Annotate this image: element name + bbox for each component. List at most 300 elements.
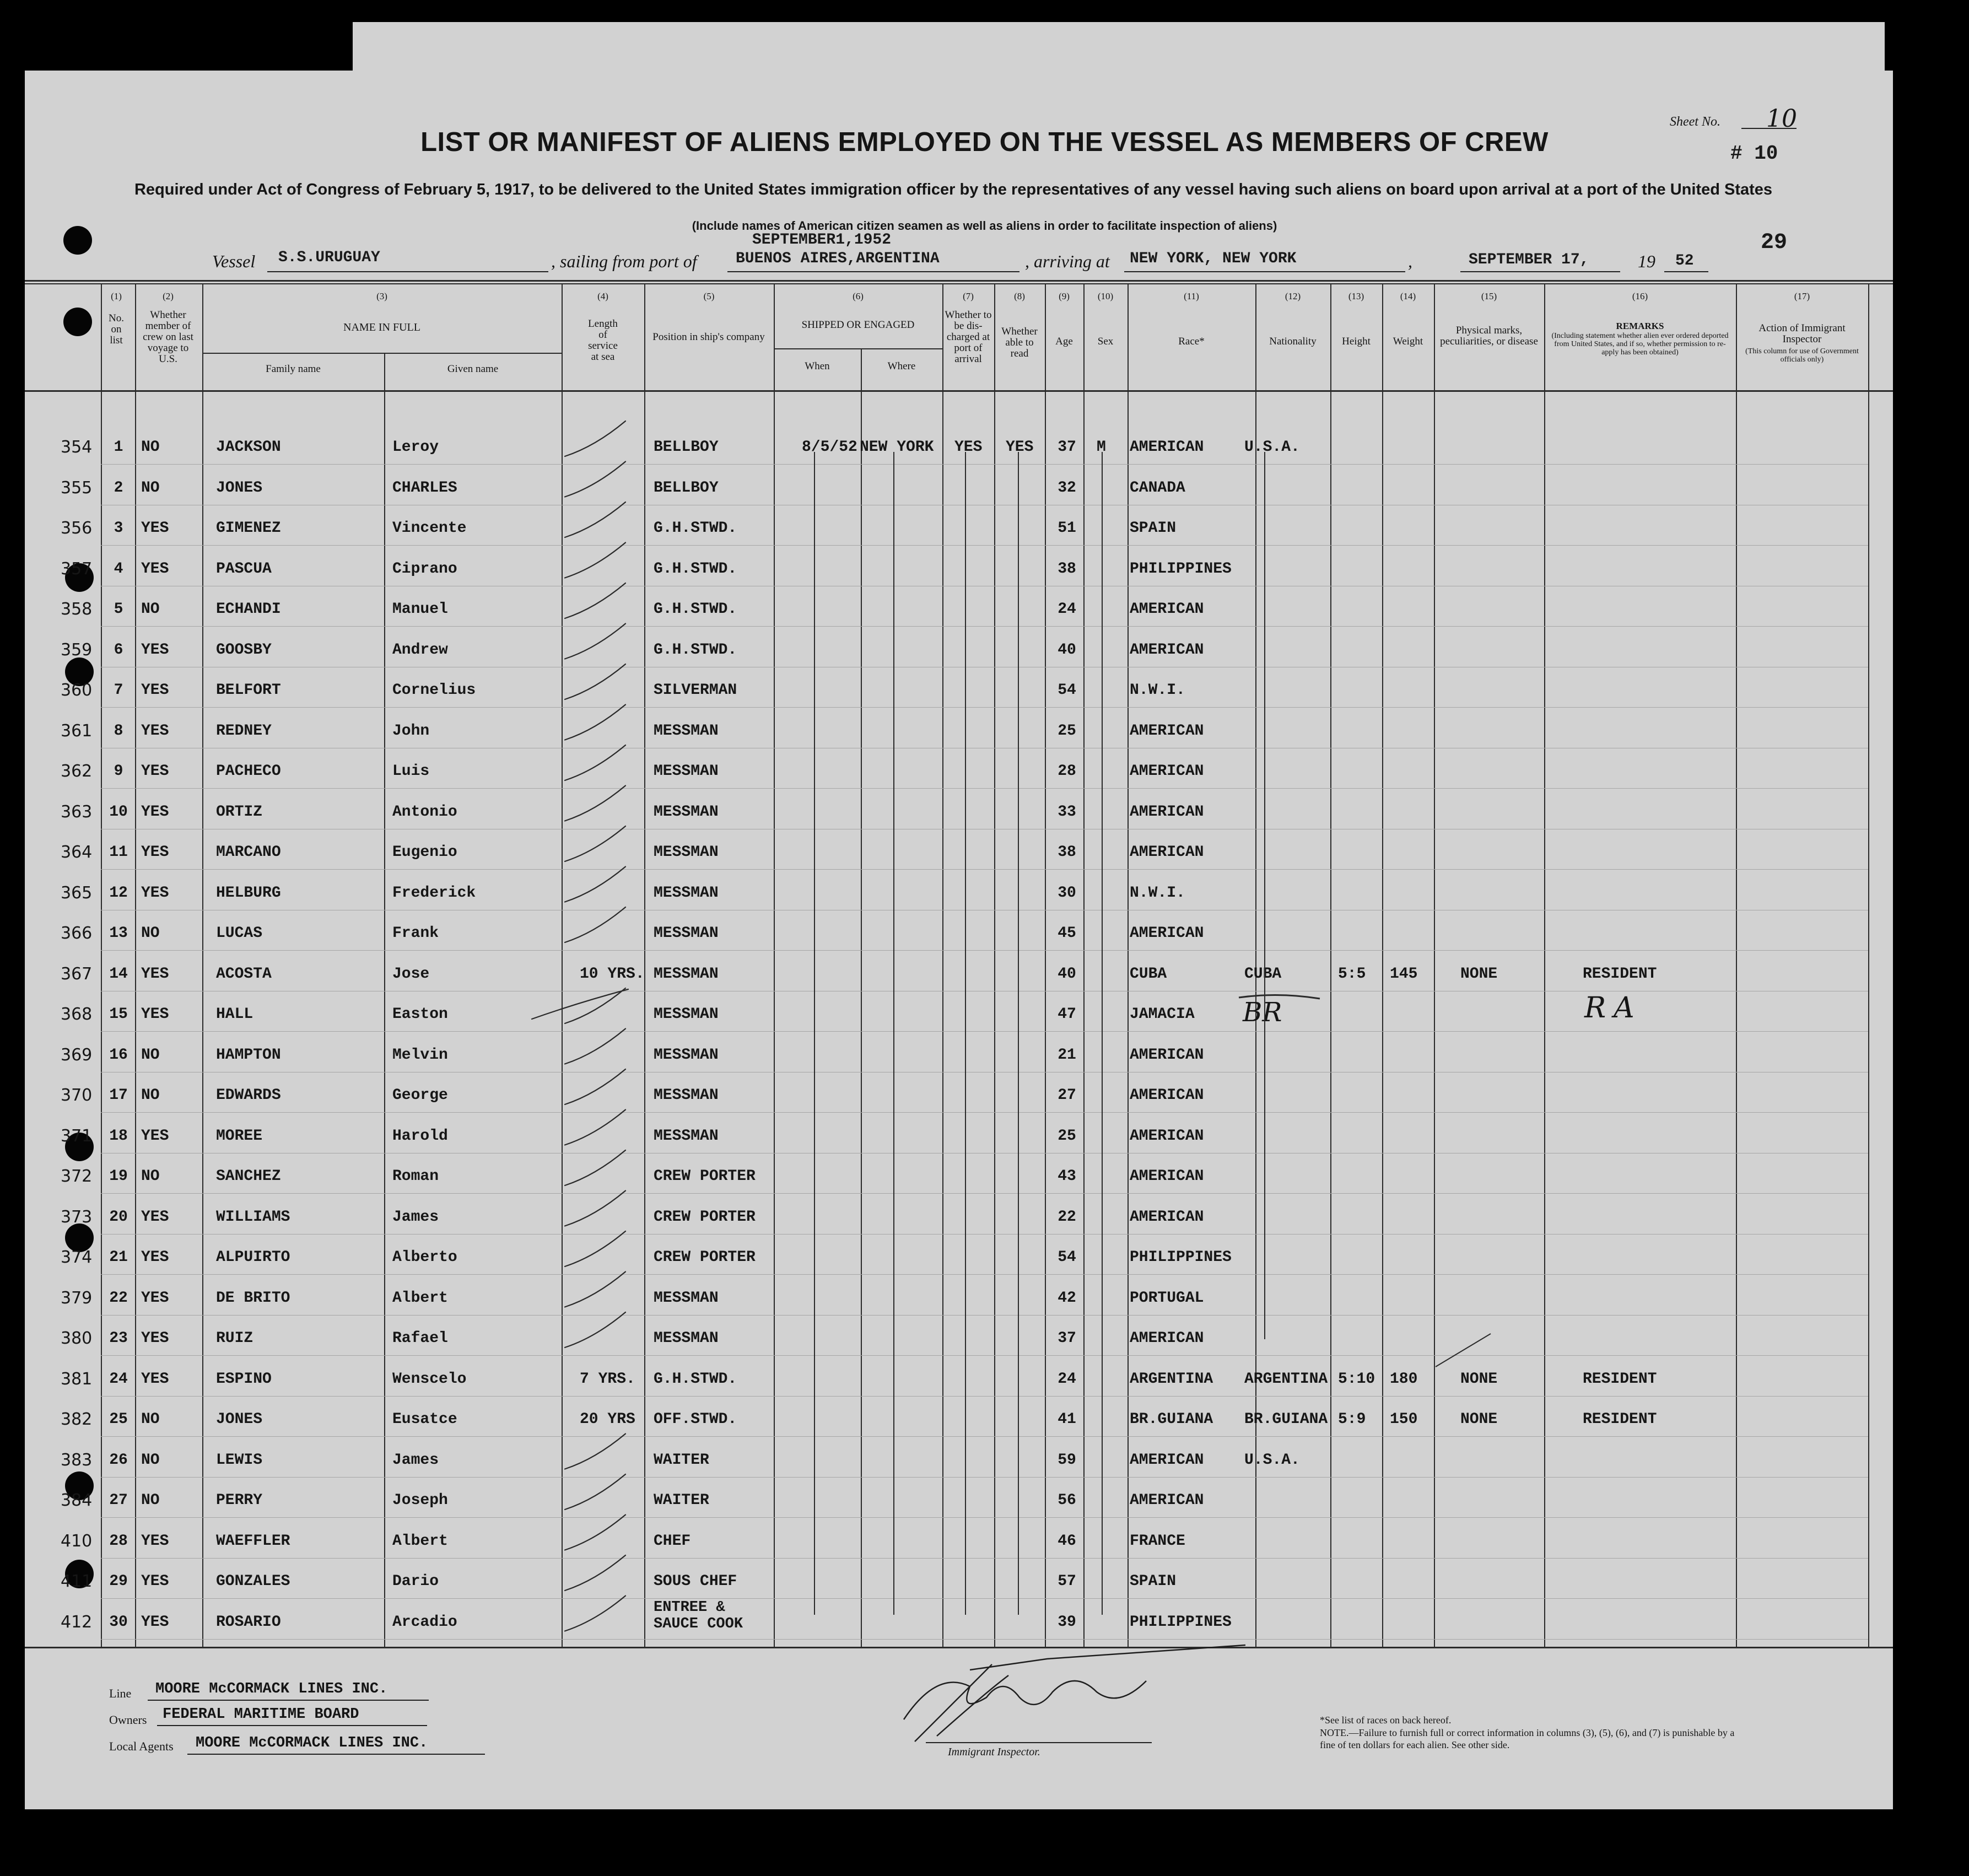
cell-no: 11 xyxy=(109,844,128,861)
cell-age: 46 xyxy=(1058,1532,1076,1550)
cell-no: 9 xyxy=(114,763,123,780)
cell-position: CREW PORTER xyxy=(654,1249,756,1266)
cell-given: Albert xyxy=(392,1289,448,1307)
cell-no: 27 xyxy=(109,1492,128,1509)
cell-family: MARCANO xyxy=(216,844,281,861)
penalty-note: NOTE.—Failure to furnish full or correct information in columns (3), (5), (6), and (7) is punishable by a fine of ten dollars for each alien. See other side. xyxy=(1320,1727,1735,1750)
col-head-14: Weight xyxy=(1393,336,1423,347)
col-num-8: (8) xyxy=(1014,291,1025,301)
margin-index: 354 xyxy=(61,438,93,457)
col-num-5: (5) xyxy=(703,291,715,301)
service-tick xyxy=(565,867,625,902)
cell-family: BELFORT xyxy=(216,682,281,699)
cell-nationality: BR.GUIANA xyxy=(1244,1411,1328,1428)
col-num-12: (12) xyxy=(1285,291,1301,301)
sheet-mark: # 10 xyxy=(1730,142,1778,165)
footer-owners-label: Owners xyxy=(109,1713,147,1727)
col-num-16: (16) xyxy=(1632,291,1648,301)
cell-age: 24 xyxy=(1058,601,1076,618)
margin-index: 380 xyxy=(61,1329,93,1348)
cell-race: AMERICAN xyxy=(1130,1330,1204,1347)
service-tick xyxy=(565,1191,625,1226)
cell-remarks: RESIDENT xyxy=(1583,1411,1657,1428)
margin-index: 411 xyxy=(61,1572,93,1591)
cell-no: 25 xyxy=(109,1411,128,1428)
cell-given: James xyxy=(392,1451,439,1469)
cell-crew: YES xyxy=(141,965,169,983)
cell-age: 40 xyxy=(1058,965,1076,983)
cell-race: AMERICAN xyxy=(1130,1087,1204,1104)
cell-crew: NO xyxy=(141,439,160,456)
cell-race: AMERICAN xyxy=(1130,1451,1204,1469)
cell-given: Eusatce xyxy=(392,1411,457,1428)
cell-no: 10 xyxy=(109,803,128,821)
cell-crew: YES xyxy=(141,1532,169,1550)
col-num-4: (4) xyxy=(597,291,608,301)
service-tick xyxy=(565,462,625,497)
col-head-16: REMARKS xyxy=(1616,321,1664,331)
service-tick xyxy=(565,1150,625,1185)
cell-crew: YES xyxy=(141,641,169,659)
cell-crew: YES xyxy=(141,1127,169,1145)
margin-index: 371 xyxy=(61,1126,93,1146)
cell-crew: YES xyxy=(141,1573,169,1590)
ditto-hook xyxy=(1436,1334,1491,1367)
arriving-port: NEW YORK, NEW YORK xyxy=(1130,250,1297,267)
cell-race: BR.GUIANA xyxy=(1130,1411,1213,1428)
cell-no: 19 xyxy=(109,1168,128,1185)
cell-no: 4 xyxy=(114,560,123,578)
cell-family: ECHANDI xyxy=(216,601,281,618)
col-head-10: Sex xyxy=(1097,336,1114,347)
vessel-value: S.S.URUGUAY xyxy=(278,249,380,266)
cell-position: MESSMAN xyxy=(654,1127,719,1145)
service-tick xyxy=(565,543,625,578)
cell-family: REDNEY xyxy=(216,722,272,740)
cell-family: HALL xyxy=(216,1006,253,1023)
cell-given: John xyxy=(392,722,430,740)
cell-family: ESPINO xyxy=(216,1370,272,1388)
cell-position: MESSMAN xyxy=(654,722,719,740)
cell-weight: 180 xyxy=(1390,1370,1418,1388)
margin-index: 365 xyxy=(61,883,93,903)
cell-position: MESSMAN xyxy=(654,1006,719,1023)
col-head-when: When xyxy=(805,360,830,372)
col-head-given: Given name xyxy=(447,363,499,375)
cell-family: WILLIAMS xyxy=(216,1208,290,1226)
cell-age: 59 xyxy=(1058,1451,1076,1469)
cell-age: 51 xyxy=(1058,520,1076,537)
cell-no: 18 xyxy=(109,1127,128,1145)
cell-discharged: YES xyxy=(954,439,983,456)
cell-age: 22 xyxy=(1058,1208,1076,1226)
cell-position: G.H.STWD. xyxy=(654,520,737,537)
cell-family: JONES xyxy=(216,1411,263,1428)
service-tick xyxy=(565,421,625,456)
cell-race: AMERICAN xyxy=(1130,1168,1204,1185)
cell-crew: YES xyxy=(141,763,169,780)
cell-race: AMERICAN xyxy=(1130,601,1204,618)
cell-crew: YES xyxy=(141,1330,169,1347)
cell-race: SPAIN xyxy=(1130,1573,1177,1590)
comma: , xyxy=(1408,251,1412,271)
col-head-12: Nationality xyxy=(1269,336,1317,347)
cell-race: AMERICAN xyxy=(1130,925,1204,942)
cell-position: MESSMAN xyxy=(654,1087,719,1104)
cell-family: RUIZ xyxy=(216,1330,253,1347)
cell-no: 30 xyxy=(109,1613,128,1631)
col-num-15: (15) xyxy=(1481,291,1497,301)
margin-index: 368 xyxy=(61,1005,93,1024)
cell-age: 28 xyxy=(1058,763,1076,780)
cell-remarks: RA xyxy=(1584,991,1642,1025)
cell-no: 13 xyxy=(109,925,128,942)
service-tick xyxy=(565,1596,625,1631)
cell-crew: YES xyxy=(141,560,169,578)
cell-read: YES xyxy=(1006,439,1034,456)
cell-crew: NO xyxy=(141,1451,160,1469)
cell-age: 57 xyxy=(1058,1573,1076,1590)
cell-age: 54 xyxy=(1058,682,1076,699)
cell-position: BELLBOY xyxy=(654,479,719,497)
cell-service: 7 YRS. xyxy=(580,1370,635,1388)
col-head-15: Physical marks, peculiarities, or disease xyxy=(1440,325,1538,347)
cell-crew: YES xyxy=(141,884,169,902)
cell-family: DE BRITO xyxy=(216,1289,290,1307)
cell-given: Dario xyxy=(392,1573,439,1590)
cell-race: PORTUGAL xyxy=(1130,1289,1204,1307)
cell-position: MESSMAN xyxy=(654,844,719,861)
cell-position: MESSMAN xyxy=(654,1046,719,1064)
cell-family: ORTIZ xyxy=(216,803,263,821)
cell-given: Jose xyxy=(392,965,430,983)
cell-crew: NO xyxy=(141,925,160,942)
margin-index: 362 xyxy=(61,762,93,781)
cell-nationality: U.S.A. xyxy=(1244,1451,1300,1469)
cell-position: CREW PORTER xyxy=(654,1168,756,1185)
cell-age: 37 xyxy=(1058,1330,1076,1347)
cell-family: MOREE xyxy=(216,1127,263,1145)
col-head-17: Action of Immigrant Inspector xyxy=(1758,322,1846,345)
cell-crew: NO xyxy=(141,479,160,497)
margin-index: 370 xyxy=(61,1086,93,1105)
cell-crew: YES xyxy=(141,1006,169,1023)
cell-family: ROSARIO xyxy=(216,1613,281,1631)
margin-index: 374 xyxy=(61,1248,93,1267)
cell-nationality: ARGENTINA xyxy=(1244,1370,1328,1388)
margin-index: 383 xyxy=(61,1450,93,1470)
service-tick xyxy=(565,1434,625,1469)
cell-sex: M xyxy=(1097,439,1106,456)
margin-index: 361 xyxy=(61,721,93,741)
col-num-10: (10) xyxy=(1097,291,1114,301)
col-head-family: Family name xyxy=(266,363,321,375)
margin-index: 410 xyxy=(61,1531,93,1551)
service-tick xyxy=(565,1069,625,1104)
cell-family: JACKSON xyxy=(216,439,281,456)
service-tick xyxy=(565,1312,625,1347)
cell-crew: YES xyxy=(141,1249,169,1266)
cell-given: Wenscelo xyxy=(392,1370,467,1388)
cell-crew: YES xyxy=(141,1370,169,1388)
col-num-7: (7) xyxy=(963,291,974,301)
cell-race: PHILIPPINES xyxy=(1130,1613,1232,1631)
cell-given: Frederick xyxy=(392,884,476,902)
cell-position: MESSMAN xyxy=(654,884,719,902)
margin-index: 372 xyxy=(61,1167,93,1186)
col-num-3: (3) xyxy=(376,291,387,301)
cell-position: SOUS CHEF xyxy=(654,1573,737,1590)
cell-crew: NO xyxy=(141,1492,160,1509)
cell-given: Alberto xyxy=(392,1249,457,1266)
margin-index: 382 xyxy=(61,1410,93,1429)
cell-crew: NO xyxy=(141,1087,160,1104)
cell-no: 22 xyxy=(109,1289,128,1307)
cell-given: Harold xyxy=(392,1127,448,1145)
cell-crew: NO xyxy=(141,1168,160,1185)
cell-height: 5:9 xyxy=(1338,1411,1366,1428)
margin-index: 373 xyxy=(61,1207,93,1227)
margin-index: 379 xyxy=(61,1288,93,1308)
cell-given: Eugenio xyxy=(392,844,457,861)
cell-given: Arcadio xyxy=(392,1613,457,1631)
margin-index: 367 xyxy=(61,964,93,984)
cell-family: PERRY xyxy=(216,1492,263,1509)
cell-given: Rafael xyxy=(392,1330,448,1347)
cell-no: 24 xyxy=(109,1370,128,1388)
cell-race: CUBA xyxy=(1130,965,1167,983)
cell-no: 29 xyxy=(109,1573,128,1590)
cell-where: NEW YORK xyxy=(860,439,934,456)
cell-no: 16 xyxy=(109,1046,128,1064)
cell-position: WAITER xyxy=(654,1451,709,1469)
cell-race: AMERICAN xyxy=(1130,439,1204,456)
cell-age: 42 xyxy=(1058,1289,1076,1307)
margin-index: 366 xyxy=(61,924,93,943)
cell-crew: NO xyxy=(141,601,160,618)
cell-race: PHILIPPINES xyxy=(1130,1249,1232,1266)
cell-family: GOOSBY xyxy=(216,641,272,659)
margin-index: 364 xyxy=(61,843,93,862)
cell-given: Ciprano xyxy=(392,560,457,578)
cell-crew: YES xyxy=(141,682,169,699)
margin-index: 358 xyxy=(61,600,93,619)
cell-crew: YES xyxy=(141,520,169,537)
cell-race: N.W.I. xyxy=(1130,682,1185,699)
cell-family: WAEFFLER xyxy=(216,1532,290,1550)
cell-crew: NO xyxy=(141,1046,160,1064)
cell-given: Antonio xyxy=(392,803,457,821)
cell-given: Luis xyxy=(392,763,430,780)
cell-race: AMERICAN xyxy=(1130,803,1204,821)
service-tick xyxy=(565,502,625,537)
cell-race: AMERICAN xyxy=(1130,763,1204,780)
col-head-4: Length of service at sea xyxy=(588,318,618,363)
cell-position: G.H.STWD. xyxy=(654,641,737,659)
cell-position: MESSMAN xyxy=(654,1289,719,1307)
cell-age: 32 xyxy=(1058,479,1076,497)
footer-agents-label: Local Agents xyxy=(109,1739,174,1753)
service-tick xyxy=(565,988,625,1023)
col-num-1: (1) xyxy=(111,291,122,301)
cell-given: Easton xyxy=(392,1006,448,1023)
cell-age: 37 xyxy=(1058,439,1076,456)
sailing-label: , sailing from port of xyxy=(551,251,697,271)
inspector-label: Immigrant Inspector. xyxy=(948,1746,1040,1758)
cell-nationality: U.S.A. xyxy=(1244,439,1300,456)
cell-height: 5:10 xyxy=(1338,1370,1375,1388)
margin-index: 381 xyxy=(61,1369,93,1389)
cell-race: AMERICAN xyxy=(1130,1046,1204,1064)
footer-agents-value: MOORE McCORMACK LINES INC. xyxy=(196,1735,428,1751)
cell-age: 41 xyxy=(1058,1411,1076,1428)
cell-no: 28 xyxy=(109,1532,128,1550)
cell-race: FRANCE xyxy=(1130,1532,1185,1550)
cell-crew: YES xyxy=(141,1208,169,1226)
service-tick xyxy=(565,826,625,861)
margin-index: 360 xyxy=(61,681,93,700)
cell-given: George xyxy=(392,1087,448,1104)
cell-position: MESSMAN xyxy=(654,965,719,983)
cell-family: SANCHEZ xyxy=(216,1168,281,1185)
cell-family: EDWARDS xyxy=(216,1087,281,1104)
cell-given: Manuel xyxy=(392,601,448,618)
margin-index: 412 xyxy=(61,1612,93,1632)
cell-given: Leroy xyxy=(392,439,439,456)
page-title: LIST OR MANIFEST OF ALIENS EMPLOYED ON THE VESSEL AS MEMBERS OF CREW xyxy=(420,127,1549,157)
cell-age: 43 xyxy=(1058,1168,1076,1185)
margin-index: 359 xyxy=(61,640,93,660)
cell-given: Joseph xyxy=(392,1492,448,1509)
page-subtitle: Required under Act of Congress of February 5, 1917, to be delivered to the United States immigration officer by the representatives of any vessel having such aliens on board upon arrival at a port of the United States xyxy=(134,181,1773,198)
cell-height: 5:5 xyxy=(1338,965,1366,983)
cell-age: 24 xyxy=(1058,1370,1076,1388)
col-num-14: (14) xyxy=(1400,291,1416,301)
cell-race: AMERICAN xyxy=(1130,641,1204,659)
cell-marks: NONE xyxy=(1460,1411,1498,1428)
cell-race: AMERICAN xyxy=(1130,722,1204,740)
cell-family: GONZALES xyxy=(216,1573,290,1590)
service-tick xyxy=(565,583,625,618)
cell-position: ENTREE & SAUCE COOK xyxy=(654,1599,743,1632)
cell-family: ACOSTA xyxy=(216,965,272,983)
cell-given: Melvin xyxy=(392,1046,448,1064)
col-head-17-note: (This column for use of Government officials only) xyxy=(1745,347,1859,364)
cell-race: PHILIPPINES xyxy=(1130,560,1232,578)
cell-age: 27 xyxy=(1058,1087,1076,1104)
cell-race: N.W.I. xyxy=(1130,884,1185,902)
cell-given: Roman xyxy=(392,1168,439,1185)
service-tick xyxy=(565,745,625,780)
arrival-date: SEPTEMBER 17, xyxy=(1469,251,1589,268)
cell-position: MESSMAN xyxy=(654,803,719,821)
cell-no: 5 xyxy=(114,601,123,618)
cell-family: HELBURG xyxy=(216,884,281,902)
cell-age: 25 xyxy=(1058,722,1076,740)
margin-index: 356 xyxy=(61,519,93,538)
cell-given: James xyxy=(392,1208,439,1226)
cell-position: MESSMAN xyxy=(654,1330,719,1347)
col-head-13: Height xyxy=(1342,336,1371,347)
cell-given: CHARLES xyxy=(392,479,457,497)
cell-no: 3 xyxy=(114,520,123,537)
col-num-9: (9) xyxy=(1059,291,1070,301)
races-note: *See list of races on back hereof. xyxy=(1320,1715,1452,1726)
col-head-9: Age xyxy=(1055,336,1073,347)
cell-position: WAITER xyxy=(654,1492,709,1509)
cell-race: SPAIN xyxy=(1130,520,1177,537)
cell-family: HAMPTON xyxy=(216,1046,281,1064)
cell-no: 12 xyxy=(109,884,128,902)
margin-index: 357 xyxy=(61,559,93,579)
col-num-6: (6) xyxy=(853,291,864,301)
service-tick xyxy=(565,1555,625,1591)
cell-position: G.H.STWD. xyxy=(654,1370,737,1388)
corner-number: 29 xyxy=(1761,230,1788,255)
cell-family: JONES xyxy=(216,479,263,497)
col-head-16-note: (Including statement whether alien ever ordered deported from United States, and if so, whether permission to re-apply has been obtained) xyxy=(1551,332,1729,357)
cell-age: 33 xyxy=(1058,803,1076,821)
col-head-2: Whether member of crew on last voyage to U.S. xyxy=(143,309,193,365)
cell-crew: YES xyxy=(141,1613,169,1631)
footer-line-value: MOORE McCORMACK LINES INC. xyxy=(155,1681,388,1697)
col-head-where: Where xyxy=(887,360,916,372)
service-tick xyxy=(565,705,625,740)
cell-race: ARGENTINA xyxy=(1130,1370,1213,1388)
col-num-11: (11) xyxy=(1184,291,1199,301)
cell-position: G.H.STWD. xyxy=(654,601,737,618)
col-head-7: Whether to be dis- charged at port of arrival xyxy=(945,309,992,365)
cell-crew: YES xyxy=(141,844,169,861)
cell-family: PACHECO xyxy=(216,763,281,780)
cell-race: AMERICAN xyxy=(1130,1492,1204,1509)
footer-owners-underline xyxy=(157,1725,427,1726)
footer-agents-underline xyxy=(187,1754,485,1755)
cell-age: 25 xyxy=(1058,1127,1076,1145)
sailing-date: SEPTEMBER1,1952 xyxy=(752,231,892,249)
cell-no: 17 xyxy=(109,1087,128,1104)
cell-no: 23 xyxy=(109,1330,128,1347)
cell-no: 15 xyxy=(109,1006,128,1023)
cell-no: 1 xyxy=(114,439,123,456)
cell-family: LEWIS xyxy=(216,1451,263,1469)
service-tick xyxy=(565,664,625,699)
cell-race: AMERICAN xyxy=(1130,1127,1204,1145)
cell-position: BELLBOY xyxy=(654,439,719,456)
col-head-6: SHIPPED OR ENGAGED xyxy=(801,319,915,331)
cell-position: SILVERMAN xyxy=(654,682,737,699)
cell-age: 47 xyxy=(1058,1006,1076,1023)
cell-given: Frank xyxy=(392,925,439,942)
cell-crew: YES xyxy=(141,803,169,821)
cell-given: Vincente xyxy=(392,520,467,537)
service-tick xyxy=(565,624,625,659)
cell-age: 38 xyxy=(1058,844,1076,861)
inspector-signature xyxy=(904,1645,1245,1742)
cell-position: CREW PORTER xyxy=(654,1208,756,1226)
cell-marks: NONE xyxy=(1460,965,1498,983)
service-tick xyxy=(565,1231,625,1266)
cell-age: 21 xyxy=(1058,1046,1076,1064)
margin-index: 363 xyxy=(61,802,93,822)
cell-age: 40 xyxy=(1058,641,1076,659)
footer-line-underline xyxy=(148,1700,429,1701)
cell-no: 26 xyxy=(109,1451,128,1469)
cell-remarks: RESIDENT xyxy=(1583,1370,1657,1388)
cell-given: Cornelius xyxy=(392,682,476,699)
service-tick xyxy=(565,1272,625,1307)
cell-position: MESSMAN xyxy=(654,763,719,780)
